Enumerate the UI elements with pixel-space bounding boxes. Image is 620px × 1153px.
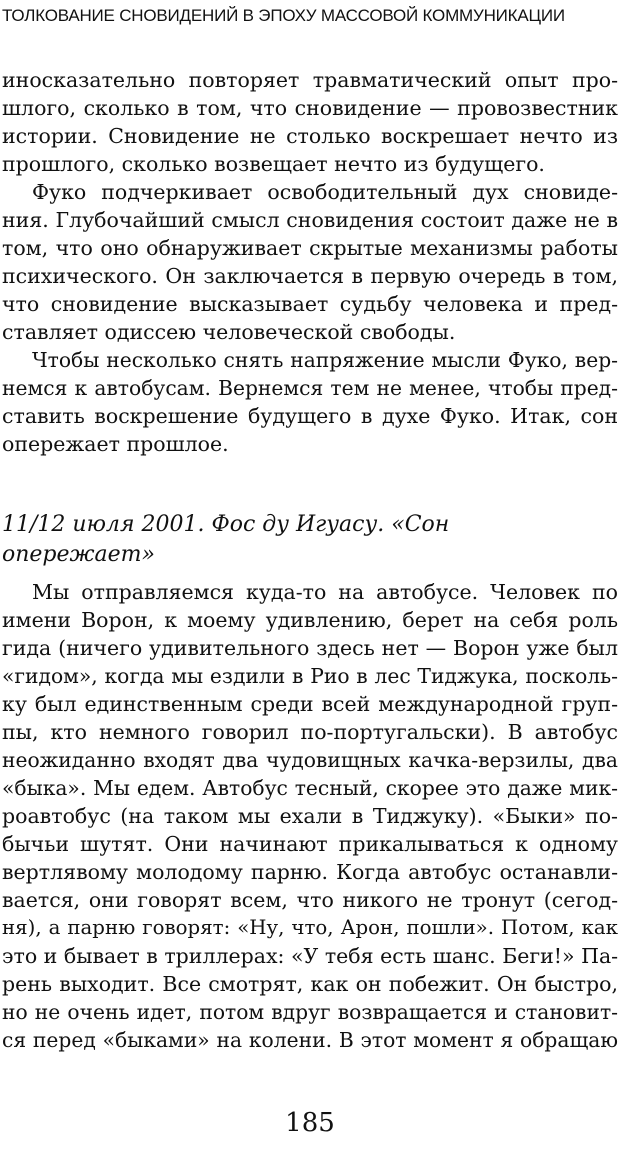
text-line: шлого, сколько в том, что сновидение — провозвестник xyxy=(2,96,618,120)
text-line: том, что оно обнаруживает скрытые механизмы работы xyxy=(2,236,618,260)
text-line: истории. Сновидение не столько воскрешает нечто из xyxy=(2,124,618,148)
text-line: Мы отправляемся куда-то на автобусе. Человек по xyxy=(32,580,618,604)
text-line: иносказательно повторяет травматический опыт про- xyxy=(2,68,618,92)
paragraph-3 xyxy=(2,346,618,458)
text-line: ния. Глубочайший смысл сновидения состоит даже не в xyxy=(2,208,618,232)
text-line: Чтобы несколько снять напряжение мысли Фуко, вер- xyxy=(32,348,618,372)
heading-line: 11/12 июля 2001. Фос ду Игуасу. «Сон xyxy=(2,512,450,537)
text-line: ку был единственным среди всей международной груп- xyxy=(2,692,618,716)
text-line: пы, кто немного говорил по-португальски). В автобус xyxy=(2,720,618,744)
text-line: вертлявому молодому парню. Когда автобус останавли- xyxy=(2,860,618,884)
text-line: рень выходит. Все смотрят, как он побежит. Он быстро, xyxy=(2,972,618,996)
text-line: гида (ничего удивительного здесь нет — Ворон уже был xyxy=(2,636,618,660)
text-line: «быка». Мы едем. Автобус тесный, скорее это даже мик- xyxy=(2,776,618,800)
text-line: немся к автобусам. Вернемся тем не менее, чтобы пред- xyxy=(2,376,618,400)
text-line: бычьи шутят. Они начинают прикалываться к одному xyxy=(2,832,618,856)
page-number: 185 xyxy=(285,1108,335,1138)
text-line: имени Ворон, к моему удивлению, берет на себя роль xyxy=(2,608,618,632)
section-heading xyxy=(2,510,618,570)
text-line: но не очень идет, потом вдруг возвращается и становит- xyxy=(2,1000,618,1024)
running-head: ТОЛКОВАНИЕ СНОВИДЕНИЙ В ЭПОХУ МАССОВОЙ КОММУНИКАЦИИ xyxy=(2,6,565,25)
heading-line: опережает» xyxy=(2,542,156,567)
text-line: роавтобус (на таком мы ехали в Тиджуку). «Быки» по- xyxy=(2,804,618,828)
text-line: это и бывает в триллерах: «У тебя есть шанс. Беги!» Па- xyxy=(2,944,619,968)
text-line: прошлого, сколько возвещает нечто из будущего. xyxy=(2,152,545,176)
text-line: «гидом», когда мы ездили в Рио в лес Тиджука, посколь- xyxy=(2,664,618,688)
text-line: опережает прошлое. xyxy=(2,432,229,456)
paragraph-1 xyxy=(2,66,618,178)
text-line: психического. Он заключается в первую очередь в том, xyxy=(2,264,618,288)
paragraph-2 xyxy=(2,178,618,346)
text-line: ставить воскрешение будущего в духе Фуко. Итак, сон xyxy=(2,404,618,428)
text-line: ся перед «быками» на колени. В этот момент я обращаю xyxy=(2,1028,618,1052)
paragraph-4 xyxy=(2,578,618,1054)
text-line: ставляет одиссею человеческой свободы. xyxy=(2,320,456,344)
text-line: ня), а парню говорят: «Ну, что, Арон, пошли». Потом, как xyxy=(2,916,618,939)
text-line: Фуко подчеркивает освободительный дух сновиде- xyxy=(32,180,618,204)
text-line: что сновидение высказывает судьбу человека и пред- xyxy=(2,292,618,316)
text-line: вается, они говорят всем, что никого не тронут (сегод- xyxy=(2,888,618,912)
text-line: неожиданно входят два чудовищных качка-верзилы, два xyxy=(2,748,618,772)
